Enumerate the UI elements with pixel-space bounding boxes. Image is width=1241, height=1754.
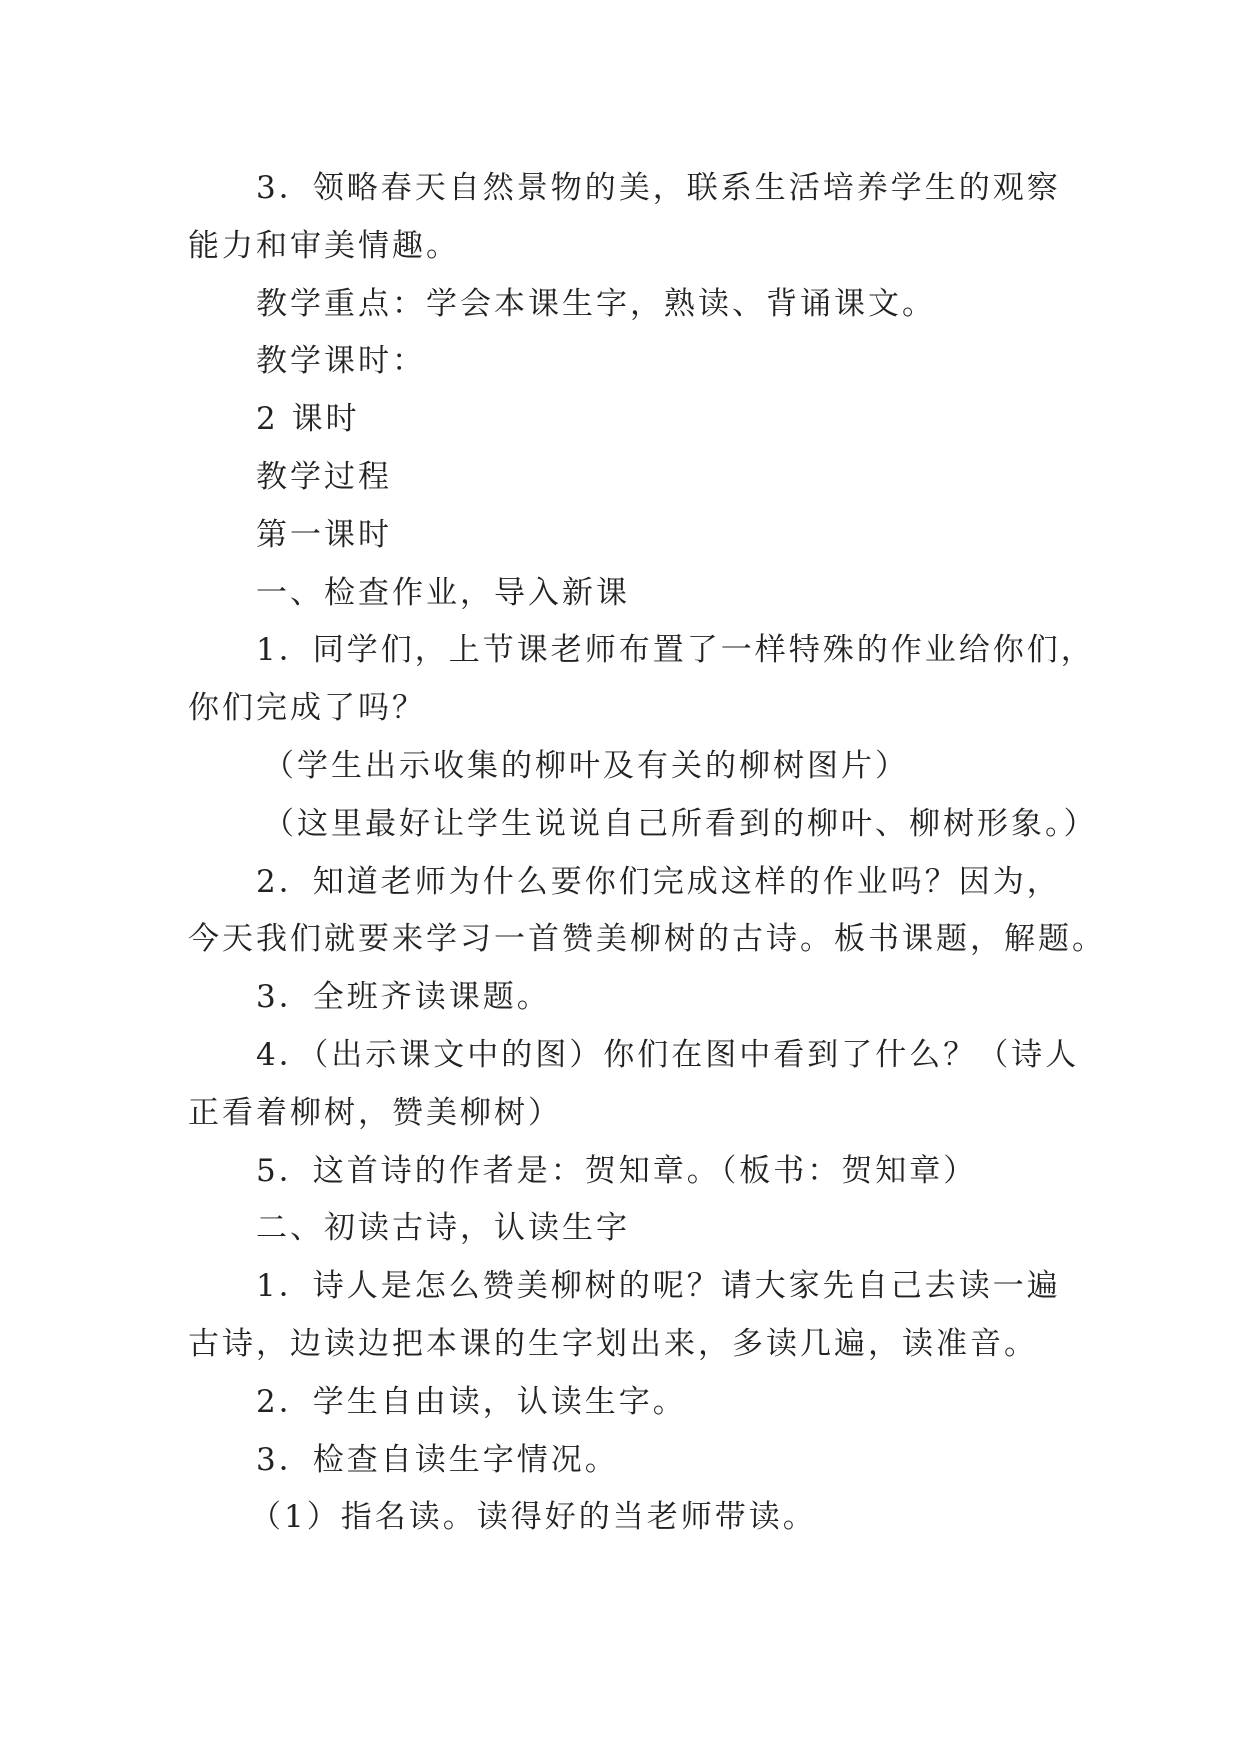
document-body bbox=[188, 160, 1106, 1547]
paragraph-line: （学生出示收集的柳叶及有关的柳树图片） bbox=[263, 747, 909, 784]
paragraph-line: 古诗，边读边把本课的生字划出来，多读几遍，读准音。 bbox=[188, 1325, 1038, 1362]
section-heading: 一、检查作业，导入新课 bbox=[256, 574, 630, 611]
paragraph-line: 2 课时 bbox=[256, 401, 360, 438]
paragraph-line: 你们完成了吗？ bbox=[188, 690, 426, 727]
section-heading: 第一课时 bbox=[256, 516, 392, 553]
paragraph-line: 2．学生自由读，认读生字。 bbox=[256, 1383, 687, 1420]
paragraph-line: 教学课时： bbox=[256, 343, 426, 380]
paragraph-line: 教学重点：学会本课生字，熟读、背诵课文。 bbox=[256, 285, 936, 322]
paragraph-line: 1．诗人是怎么赞美柳树的呢？请大家先自己去读一遍 bbox=[256, 1268, 1061, 1305]
paragraph-line: 今天我们就要来学习一首赞美柳树的古诗。板书课题，解题。 bbox=[188, 921, 1106, 958]
paragraph-line: 3．全班齐读课题。 bbox=[256, 979, 551, 1016]
paragraph-line: 1．同学们，上节课老师布置了一样特殊的作业给你们， bbox=[256, 632, 1095, 669]
paragraph-line: 正看着柳树，赞美柳树） bbox=[188, 1094, 562, 1131]
paragraph-line: （这里最好让学生说说自己所看到的柳叶、柳树形象。） bbox=[263, 805, 1098, 842]
paragraph-line: 3．检查自读生字情况。 bbox=[256, 1441, 619, 1478]
paragraph-line: 4．（出示课文中的图）你们在图中看到了什么？（诗人 bbox=[256, 1036, 1080, 1073]
paragraph-line: 2．知道老师为什么要你们完成这样的作业吗？因为， bbox=[256, 863, 1061, 900]
paragraph-line: 能力和审美情趣。 bbox=[188, 227, 460, 264]
paragraph-line: 5．这首诗的作者是：贺知章。（板书：贺知章） bbox=[256, 1152, 978, 1189]
paragraph-line: （1）指名读。读得好的当老师带读。 bbox=[250, 1499, 817, 1536]
section-heading: 教学过程 bbox=[256, 458, 392, 495]
section-heading: 二、初读古诗，认读生字 bbox=[256, 1210, 630, 1247]
paragraph-line: 3．领略春天自然景物的美，联系生活培养学生的观察 bbox=[256, 170, 1061, 206]
